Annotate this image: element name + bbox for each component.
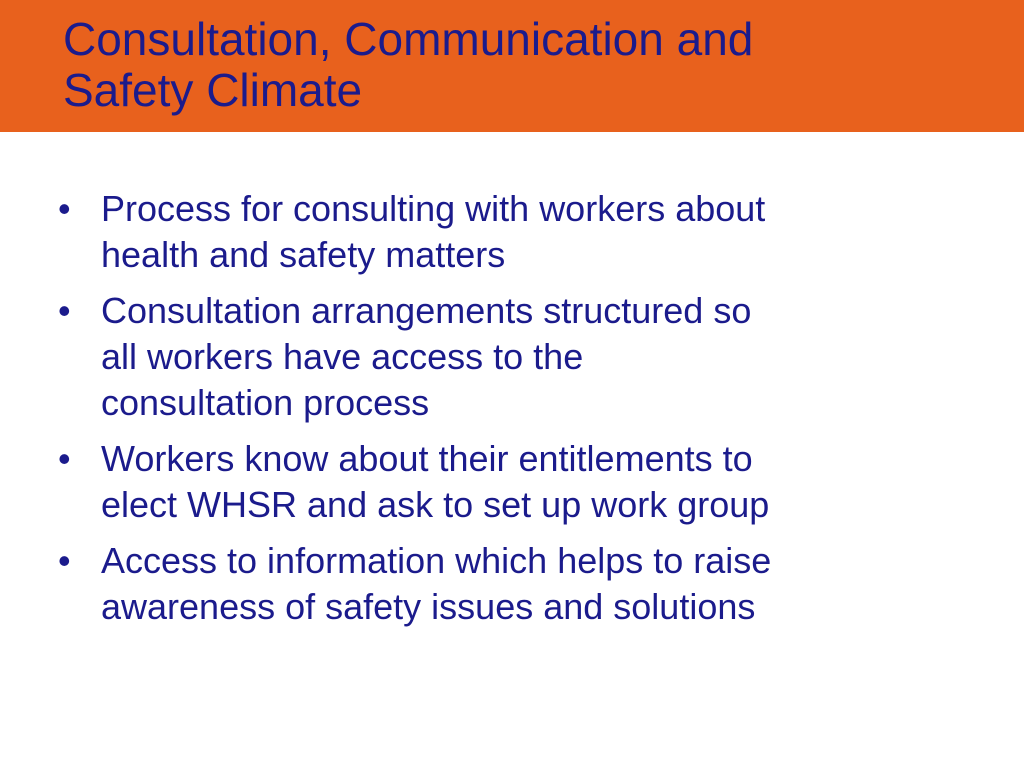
slide-title-line-2: Safety Climate — [63, 64, 363, 116]
bullet-dot-icon: • — [58, 188, 71, 229]
bullet-line: all workers have access to the — [101, 336, 584, 377]
slide-title-line-1: Consultation, Communication and — [63, 13, 754, 65]
bullet-line: consultation process — [101, 382, 430, 423]
bullet-item — [58, 538, 968, 630]
bullet-item — [58, 186, 968, 278]
bullet-line: Workers know about their entitlements to — [101, 438, 753, 479]
bullet-line: Access to information which helps to raise — [101, 540, 772, 581]
bullet-dot-icon: • — [58, 540, 71, 581]
bullet-line: awareness of safety issues and solutions — [101, 586, 756, 627]
bullet-line: Process for consulting with workers about — [101, 188, 766, 229]
bullet-item — [58, 436, 968, 528]
bullet-line: health and safety matters — [101, 234, 506, 275]
bullet-line: Consultation arrangements structured so — [101, 290, 752, 331]
bullet-text — [101, 186, 968, 278]
bullet-dot-icon: • — [58, 438, 71, 479]
bullet-text — [101, 288, 968, 426]
bullet-list — [58, 186, 968, 640]
bullet-item — [58, 288, 968, 426]
bullet-text — [101, 436, 968, 528]
bullet-line: elect WHSR and ask to set up work group — [101, 484, 770, 525]
slide-title — [63, 14, 1003, 116]
bullet-dot-icon: • — [58, 290, 71, 331]
bullet-text — [101, 538, 968, 630]
